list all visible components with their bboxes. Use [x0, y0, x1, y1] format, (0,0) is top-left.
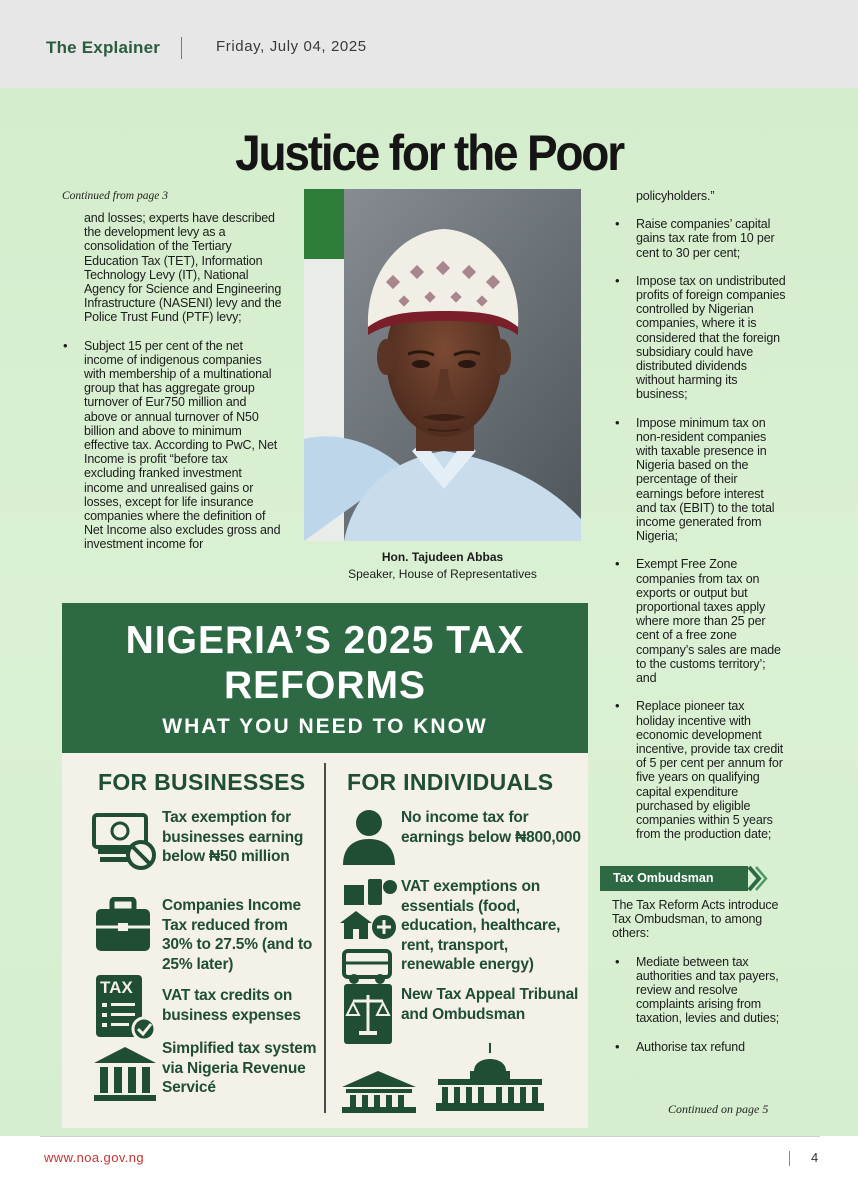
courthouse-icon	[340, 1067, 420, 1113]
bullet-item: • Subject 15 per cent of the net income of indigenous companies with membership of a multinational group that has aggregate group turnover of Eur750 million and above or annual turnover of N50 billion and above to minimum effective tax. According to PwC, Net Income is profit “before tax excluding franked investment income and unrealised gains or losses, except for life insurance companies where the definition of Net Income also excludes gross and investment income for	[84, 339, 282, 552]
tax-checklist-icon	[94, 973, 156, 1043]
essentials-icon	[340, 875, 400, 987]
column-divider	[324, 763, 326, 1113]
bullet-item: • Raise companies’ capital gains tax rate from 10 per cent to 30 per cent;	[636, 217, 786, 260]
speaker-photo	[304, 189, 581, 541]
footer-divider	[789, 1151, 790, 1166]
footer-rule	[40, 1136, 820, 1137]
individual-item: New Tax Appeal Tribunal and Ombudsman	[401, 986, 579, 1023]
business-item: Simplified tax system via Nigeria Revenue Servicé	[162, 1040, 317, 1096]
bullet-item: • Authorise tax refund	[636, 1040, 782, 1054]
justice-scales-icon	[343, 983, 393, 1045]
bullet-item: • Impose tax on undistributed profits of foreign companies controlled by Nigerian companies, where it is considered that the foreign subsidiary could have distributed dividends without harming its business;	[636, 274, 786, 402]
bullet-item: • Replace pioneer tax holiday incentive with economic development incentive, provide tax credit of 5 per cent per annum for five years on qualifying capital expenditure purchased by eligible companies within 5 years from the production date;	[636, 699, 786, 841]
bullet-item: • Mediate between tax authorities and tax payers, review and resolve complaints arising from taxation, levies and duties;	[636, 955, 782, 1026]
business-item: Companies Income Tax reduced from 30% to 27.5% (and to 25% later)	[162, 897, 313, 973]
chevron-right-icon	[746, 865, 768, 892]
individuals-heading: FOR INDIVIDUALS	[347, 769, 554, 795]
individual-item: VAT exemptions on essentials (food, education, healthcare, rent, transport, renewable energy)	[401, 878, 561, 973]
briefcase-icon	[94, 897, 152, 953]
article-headline: Justice for the Poor	[235, 125, 623, 181]
individual-item: No income tax for earnings below ₦800,000	[401, 809, 581, 846]
continued-on-note: Continued on page 5	[668, 1102, 769, 1116]
article-column-right-continued	[612, 898, 782, 1054]
infographic-header	[62, 603, 588, 753]
article-column-left	[84, 211, 282, 552]
photo-caption-role: Speaker, House of Representatives	[348, 567, 537, 581]
issue-date: Friday, July 04, 2025	[216, 38, 367, 55]
bank-building-icon	[92, 1045, 158, 1103]
businesses-heading: FOR BUSINESSES	[98, 769, 306, 795]
paragraph: policyholders.”	[636, 189, 715, 203]
tax-icon-label: TAX	[100, 978, 133, 997]
cash-exemption-icon	[92, 809, 158, 871]
tax-reforms-infographic	[62, 603, 588, 1128]
article-column-right	[636, 189, 786, 841]
publication-name: The Explainer	[46, 38, 161, 57]
photo-caption-name: Hon. Tajudeen Abbas	[381, 550, 504, 564]
footer-website[interactable]: www.noa.gov.ng	[44, 1150, 145, 1165]
national-assembly-icon	[434, 1043, 546, 1113]
continued-from-note: Continued from page 3	[62, 190, 168, 202]
infographic-title-line2: REFORMS	[224, 664, 426, 707]
person-icon	[342, 809, 396, 865]
header-divider	[181, 37, 182, 59]
paragraph: and losses; experts have described the development levy as a consolidation of the Tertiary Education Tax (TET), Information Technology Levy (IT), National Agency for Science and Engineering Infrastructure (NASENI) levy and the Police Trust Fund (PTF) levy;	[84, 211, 282, 325]
bullet-item: • Exempt Free Zone companies from tax on exports or output but proportional taxes apply where more than 25 per cent of a free zone company’s sales are made to the customs territory’; and	[636, 557, 786, 685]
section-label-tax-ombudsman: Tax Ombudsman	[600, 866, 748, 891]
business-item: VAT tax credits on business expenses	[162, 987, 301, 1024]
paragraph: The Tax Reform Acts introduce Tax Ombudsman, to among others:	[612, 898, 779, 941]
infographic-subtitle: WHAT YOU NEED TO KNOW	[162, 715, 488, 738]
infographic-title: NIGERIA’S 2025 TAX	[125, 619, 525, 662]
business-item: Tax exemption for businesses earning below ₦50 million	[162, 809, 304, 865]
page-number: 4	[811, 1150, 819, 1165]
bullet-item: • Impose minimum tax on non-resident companies with taxable presence in Nigeria based on the percentage of their earnings before interest and tax (EBIT) to the total income generated from Nigeria;	[636, 416, 786, 544]
